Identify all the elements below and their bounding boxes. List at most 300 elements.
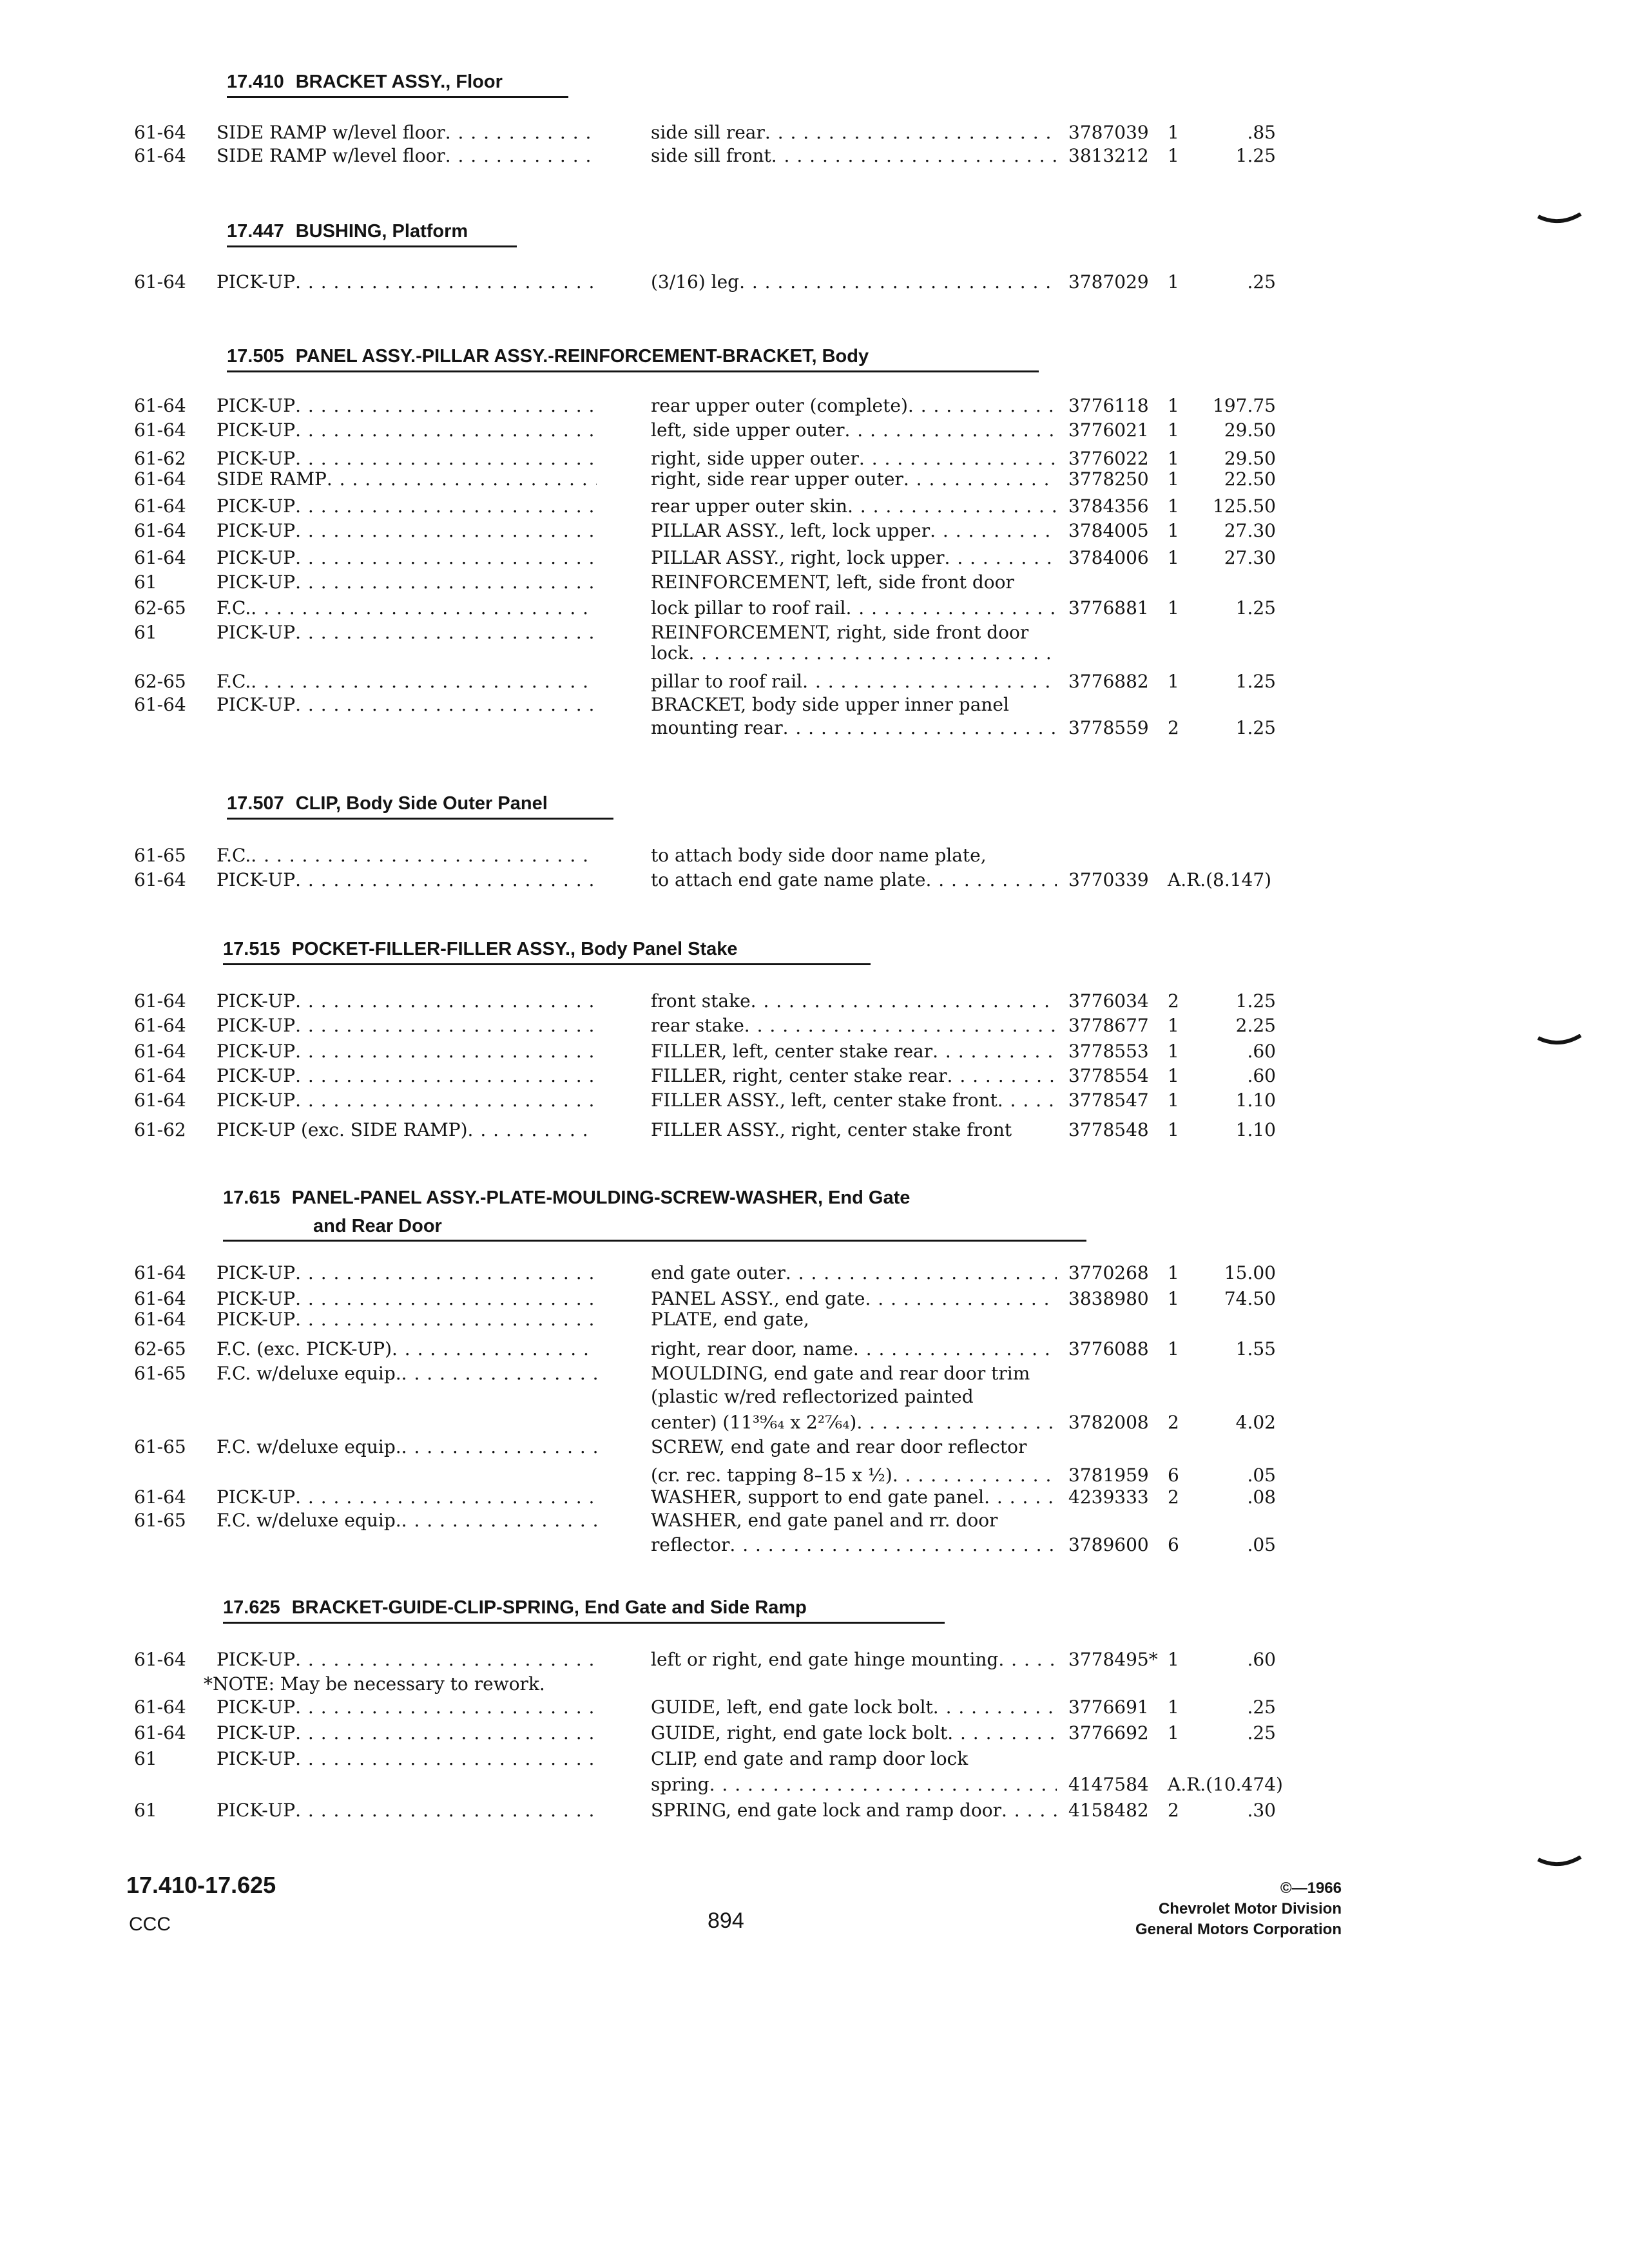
leader-dots (401, 1436, 597, 1459)
cell-model-text: F.C. (217, 845, 251, 866)
footer-code: CCC (129, 1914, 171, 1935)
cell-quantity: A.R.(10.474) (1168, 1774, 1283, 1795)
cell-price: 197.75 (1213, 395, 1276, 416)
cell-model-text: PICK-UP (217, 990, 296, 1012)
leader-dots (295, 1287, 597, 1311)
cell-year: 61-65 (134, 845, 186, 866)
cell-model-text: PICK-UP (217, 419, 296, 441)
cell-model (217, 693, 597, 716)
section-heading (227, 219, 468, 244)
cell-year: 62-65 (134, 1338, 186, 1360)
leader-dots (771, 144, 1057, 168)
leader-dots (295, 1262, 597, 1285)
cell-model-text: PICK-UP (217, 1262, 296, 1283)
leader-dots (688, 642, 1057, 665)
cell-quantity: 2 (1168, 1486, 1179, 1508)
cell-year: 61-64 (134, 1041, 186, 1062)
cell-price: .60 (1247, 1065, 1276, 1086)
cell-description (651, 519, 1057, 543)
cell-price: .05 (1247, 1465, 1276, 1486)
cell-description (651, 468, 1057, 491)
cell-model-text: F.C. w/deluxe equip. (217, 1510, 401, 1531)
cell-model (217, 447, 597, 470)
section-number: 17.410 (227, 72, 284, 92)
cell-quantity: 1 (1168, 122, 1179, 143)
cell-description-text: right, side upper outer (651, 448, 859, 469)
cell-description (651, 670, 1057, 693)
cell-part-number: 3776692 (1068, 1722, 1149, 1744)
cell-description (651, 1773, 1057, 1796)
cell-model (217, 1287, 597, 1311)
cell-part-number: 3787029 (1068, 271, 1149, 293)
edge-mark-3 (1537, 1856, 1582, 1869)
cell-description (651, 447, 1057, 470)
cell-model-text: PICK-UP (217, 395, 296, 416)
cell-model (217, 1486, 597, 1509)
cell-description (651, 546, 1057, 570)
leader-dots (401, 1362, 597, 1385)
cell-quantity: 1 (1168, 145, 1179, 166)
cell-model (217, 621, 597, 644)
section-number: 17.447 (227, 221, 284, 242)
cell-price: 74.50 (1224, 1288, 1276, 1309)
cell-part-number: 3776021 (1068, 419, 1149, 441)
cell-description: WASHER, end gate panel and rr. door (651, 1510, 998, 1531)
leader-dots (295, 1064, 597, 1088)
cell-description (651, 869, 1057, 892)
leader-dots (251, 670, 597, 693)
cell-description: SCREW, end gate and rear door reflector (651, 1436, 1027, 1457)
cell-year: 61 (134, 622, 157, 643)
cell-price: 22.50 (1224, 468, 1276, 490)
cell-quantity: 1 (1168, 1649, 1179, 1670)
cell-description-text: right, rear door, name (651, 1338, 853, 1360)
cell-description (651, 1411, 1057, 1434)
cell-description: CLIP, end gate and ramp door lock (651, 1748, 969, 1769)
cell-model-text: F.C. (217, 597, 251, 619)
cell-part-number: 3778559 (1068, 717, 1149, 738)
cell-description (651, 1338, 1057, 1361)
cell-quantity: 1 (1168, 1722, 1179, 1744)
leader-dots (908, 394, 1057, 418)
cell-part-number: 3776882 (1068, 671, 1149, 692)
leader-dots (945, 546, 1057, 570)
cell-year: 61-64 (134, 1486, 186, 1508)
section-title: PANEL ASSY.-PILLAR ASSY.-REINFORCEMENT-BRACKET, Body (295, 346, 869, 367)
cell-part-number: 3778677 (1068, 1015, 1149, 1036)
cell-description (651, 597, 1057, 620)
cell-year: 61-64 (134, 1065, 186, 1086)
cell-year: 61-64 (134, 1309, 186, 1330)
cell-model-text: PICK-UP (217, 495, 296, 517)
cell-price: 29.50 (1224, 448, 1276, 469)
cell-description-text: end gate outer (651, 1262, 786, 1283)
cell-description-text: WASHER, support to end gate panel (651, 1486, 985, 1508)
cell-description (651, 121, 1057, 144)
cell-description: to attach body side door name plate, (651, 845, 987, 866)
heading-underline (223, 963, 871, 965)
cell-quantity: 1 (1168, 395, 1179, 416)
cell-part-number: 3789600 (1068, 1534, 1149, 1555)
section-title: PANEL-PANEL ASSY.-PLATE-MOULDING-SCREW-WASHER, End Gate (291, 1187, 911, 1208)
cell-quantity: 1 (1168, 468, 1179, 490)
leader-dots (739, 271, 1057, 294)
cell-model-text: PICK-UP (217, 1041, 296, 1062)
cell-description-text: FILLER, right, center stake rear (651, 1065, 947, 1086)
cell-year: 61-62 (134, 1119, 186, 1140)
cell-part-number: 4158482 (1068, 1800, 1149, 1821)
cell-model (217, 271, 597, 294)
section-heading (227, 344, 869, 369)
cell-model (217, 546, 597, 570)
leader-dots (925, 869, 1057, 892)
cell-price: .25 (1247, 271, 1276, 293)
cell-part-number: 3778553 (1068, 1041, 1149, 1062)
leader-dots (744, 1014, 1057, 1037)
cell-part-number: 3776118 (1068, 395, 1149, 416)
copyright: ©—1966 (1280, 1879, 1342, 1897)
cell-model-text: F.C. (217, 671, 251, 692)
cell-model: *NOTE: May be necessary to rework. (204, 1673, 545, 1695)
cell-description-text: rear upper outer skin (651, 495, 847, 517)
cell-description-text: side sill rear (651, 122, 765, 143)
cell-description (651, 1089, 1057, 1112)
cell-price: 15.00 (1224, 1262, 1276, 1283)
leader-dots (392, 1338, 597, 1361)
cell-price: .60 (1247, 1649, 1276, 1670)
cell-description (651, 271, 1057, 294)
cell-description (651, 1464, 1057, 1487)
cell-price: 1.10 (1235, 1090, 1276, 1111)
cell-model-text: PICK-UP (217, 1696, 296, 1718)
heading-underline (227, 245, 517, 247)
section-number: 17.625 (223, 1597, 280, 1618)
cell-model (217, 419, 597, 442)
cell-model (217, 1064, 597, 1088)
cell-part-number: 3778495* (1068, 1649, 1158, 1670)
cell-description: (plastic w/red reflectorized painted (651, 1386, 974, 1407)
cell-description-text: rear upper outer (complete) (651, 395, 908, 416)
section-number: 17.505 (227, 346, 284, 367)
leader-dots (445, 121, 597, 144)
cell-model (217, 571, 597, 594)
cell-year: 61-64 (134, 419, 186, 441)
cell-model (217, 1436, 597, 1459)
leader-dots (751, 990, 1057, 1013)
leader-dots (765, 121, 1057, 144)
cell-part-number: 3776691 (1068, 1696, 1149, 1718)
corporation: General Motors Corporation (1135, 1921, 1342, 1938)
cell-year: 62-65 (134, 671, 186, 692)
cell-quantity: 1 (1168, 495, 1179, 517)
section-number: 17.507 (227, 793, 284, 814)
cell-part-number: 3776881 (1068, 597, 1149, 619)
cell-description-text: PILLAR ASSY., right, lock upper (651, 547, 945, 568)
cell-description: BRACKET, body side upper inner panel (651, 694, 1009, 715)
leader-dots (295, 519, 597, 543)
cell-description-text: mounting rear (651, 717, 783, 738)
cell-price: 4.02 (1235, 1412, 1276, 1433)
leader-dots (295, 394, 597, 418)
cell-model (217, 519, 597, 543)
cell-year: 61-64 (134, 520, 186, 541)
cell-model (217, 1308, 597, 1331)
cell-description (651, 419, 1057, 442)
cell-year: 61-64 (134, 1696, 186, 1718)
cell-quantity: 1 (1168, 1262, 1179, 1283)
cell-model-text: PICK-UP (217, 547, 296, 568)
cell-year: 61-64 (134, 1015, 186, 1036)
cell-description: REINFORCEMENT, left, side front door (651, 572, 1014, 593)
cell-description (651, 1262, 1057, 1285)
cell-description (651, 1064, 1057, 1088)
footer-range: 17.410-17.625 (126, 1872, 276, 1898)
leader-dots (295, 1747, 597, 1771)
cell-part-number: 3776034 (1068, 990, 1149, 1012)
cell-part-number: 3776022 (1068, 448, 1149, 469)
cell-price: .25 (1247, 1696, 1276, 1718)
cell-model-text: PICK-UP (217, 448, 296, 469)
leader-dots (998, 1089, 1057, 1112)
cell-description-text: left, side upper outer (651, 419, 845, 441)
cell-year: 61-65 (134, 1363, 186, 1384)
section-heading (223, 1595, 807, 1620)
cell-model-text: SIDE RAMP w/level floor (217, 122, 445, 143)
leader-dots (401, 1509, 597, 1532)
division: Chevrolet Motor Division (1158, 1900, 1342, 1917)
cell-part-number: 3778554 (1068, 1065, 1149, 1086)
cell-description-text: GUIDE, left, end gate lock bolt (651, 1696, 933, 1718)
heading-underline (223, 1622, 945, 1624)
cell-price: 1.25 (1235, 597, 1276, 619)
cell-year: 61-64 (134, 271, 186, 293)
cell-model (217, 1509, 597, 1532)
section-title: BRACKET ASSY., Floor (295, 72, 503, 92)
cell-quantity: 1 (1168, 1041, 1179, 1062)
cell-description (651, 642, 1057, 665)
cell-model (217, 1648, 597, 1671)
cell-year: 61-64 (134, 145, 186, 166)
leader-dots (859, 447, 1057, 470)
cell-quantity: 6 (1168, 1534, 1179, 1555)
cell-year: 61 (134, 1800, 157, 1821)
cell-description (651, 1799, 1057, 1822)
leader-dots (295, 447, 597, 470)
cell-model-text: PICK-UP (217, 1486, 296, 1508)
cell-description-text: front stake (651, 990, 751, 1012)
cell-year: 61-64 (134, 694, 186, 715)
leader-dots (295, 1799, 597, 1822)
cell-description (651, 144, 1057, 168)
section-title-continued: and Rear Door (313, 1216, 442, 1236)
cell-model (217, 1262, 597, 1285)
leader-dots (947, 1064, 1057, 1088)
cell-model-text: F.C. w/deluxe equip. (217, 1363, 401, 1384)
cell-part-number: 3782008 (1068, 1412, 1149, 1433)
section-number: 17.515 (223, 939, 280, 959)
leader-dots (786, 1262, 1057, 1285)
cell-year: 61-64 (134, 1649, 186, 1670)
heading-underline (227, 96, 568, 98)
leader-dots (933, 1696, 1057, 1719)
leader-dots (845, 419, 1057, 442)
cell-quantity: 6 (1168, 1465, 1179, 1486)
cell-price: .05 (1247, 1534, 1276, 1555)
cell-year: 61-64 (134, 1288, 186, 1309)
cell-model-text: PICK-UP (217, 1649, 296, 1670)
cell-price: 1.55 (1235, 1338, 1276, 1360)
cell-year: 61-64 (134, 468, 186, 490)
edge-mark-1 (1537, 213, 1582, 226)
leader-dots (856, 1411, 1057, 1434)
cell-description: MOULDING, end gate and rear door trim (651, 1363, 1030, 1384)
cell-model-text: PICK-UP (217, 1015, 296, 1036)
cell-model-text: PICK-UP (217, 520, 296, 541)
cell-price: .60 (1247, 1041, 1276, 1062)
cell-quantity: 1 (1168, 1015, 1179, 1036)
cell-description-text: (cr. rec. tapping 8–15 x ½) (651, 1465, 892, 1486)
cell-part-number: 3784006 (1068, 547, 1149, 568)
cell-description-text: lock (651, 642, 689, 664)
cell-description-text: spring (651, 1774, 709, 1795)
cell-year: 62-65 (134, 597, 186, 619)
cell-part-number: 4147584 (1068, 1774, 1149, 1795)
cell-year: 61 (134, 572, 157, 593)
leader-dots (295, 419, 597, 442)
cell-description-text: FILLER, left, center stake rear (651, 1041, 933, 1062)
leader-dots (295, 1722, 597, 1745)
cell-model (217, 1119, 597, 1142)
cell-model (217, 1040, 597, 1063)
edge-mark-2 (1537, 1034, 1582, 1047)
cell-model-text: PICK-UP (217, 271, 296, 293)
leader-dots (984, 1486, 1057, 1509)
cell-year: 61-65 (134, 1436, 186, 1457)
cell-quantity: 2 (1168, 1412, 1179, 1433)
cell-model (217, 144, 597, 168)
cell-description (651, 1696, 1057, 1719)
cell-model (217, 670, 597, 693)
leader-dots (729, 1533, 1057, 1557)
cell-description-text: pillar to roof rail (651, 671, 803, 692)
cell-quantity: 1 (1168, 1090, 1179, 1111)
leader-dots (932, 1040, 1057, 1063)
cell-description-text: (3/16) leg (651, 271, 740, 293)
leader-dots (853, 1338, 1057, 1361)
cell-description: FILLER ASSY., right, center stake front (651, 1119, 1012, 1140)
cell-description-text: FILLER ASSY., left, center stake front (651, 1090, 998, 1111)
cell-part-number: 3813212 (1068, 145, 1149, 166)
cell-model (217, 1747, 597, 1771)
cell-quantity: 1 (1168, 520, 1179, 541)
cell-quantity: 1 (1168, 1119, 1179, 1140)
cell-part-number: 3770339 (1068, 869, 1149, 890)
cell-description-text: left or right, end gate hinge mounting (651, 1649, 999, 1670)
section-heading (227, 791, 548, 816)
leader-dots (251, 597, 597, 620)
cell-price: .85 (1247, 122, 1276, 143)
cell-part-number: 3787039 (1068, 122, 1149, 143)
leader-dots (251, 844, 597, 867)
cell-model-text: PICK-UP (217, 622, 296, 643)
cell-year: 61-64 (134, 990, 186, 1012)
leader-dots (295, 1486, 597, 1509)
cell-price: .08 (1247, 1486, 1276, 1508)
cell-quantity: 1 (1168, 1338, 1179, 1360)
section-number: 17.615 (223, 1187, 280, 1208)
leader-dots (998, 1648, 1057, 1671)
cell-year: 61-64 (134, 395, 186, 416)
cell-price: 1.25 (1235, 145, 1276, 166)
cell-quantity: 1 (1168, 1288, 1179, 1309)
leader-dots (846, 597, 1057, 620)
cell-description (651, 1014, 1057, 1037)
cell-year: 61-65 (134, 1510, 186, 1531)
cell-description (651, 1533, 1057, 1557)
section-heading (227, 70, 503, 94)
cell-quantity: 1 (1168, 271, 1179, 293)
leader-dots (947, 1722, 1057, 1745)
cell-model-text: PICK-UP (exc. SIDE RAMP) (217, 1119, 468, 1140)
cell-year: 61-64 (134, 1262, 186, 1283)
leader-dots (295, 546, 597, 570)
leader-dots (295, 495, 597, 518)
cell-quantity: 2 (1168, 1800, 1179, 1821)
cell-model-text: PICK-UP (217, 572, 296, 593)
cell-description (651, 1040, 1057, 1063)
section-title: POCKET-FILLER-FILLER ASSY., Body Panel Stake (291, 939, 738, 959)
cell-description-text: PILLAR ASSY., left, lock upper (651, 520, 930, 541)
leader-dots (295, 1040, 597, 1063)
cell-description (651, 495, 1057, 518)
cell-part-number: 4239333 (1068, 1486, 1149, 1508)
cell-year: 61-64 (134, 122, 186, 143)
section-title: BUSHING, Platform (295, 221, 468, 242)
cell-model-text: SIDE RAMP (217, 468, 327, 490)
cell-part-number: 3778250 (1068, 468, 1149, 490)
cell-description (651, 394, 1057, 418)
cell-description: PLATE, end gate, (651, 1309, 809, 1330)
leader-dots (295, 1089, 597, 1112)
leader-dots (783, 716, 1057, 740)
cell-price: 125.50 (1213, 495, 1276, 517)
leader-dots (295, 693, 597, 716)
leader-dots (865, 1287, 1057, 1311)
cell-year: 61-62 (134, 448, 186, 469)
cell-quantity: A.R.(8.147) (1168, 869, 1272, 890)
cell-price: 27.30 (1224, 547, 1276, 568)
cell-model (217, 1089, 597, 1112)
leader-dots (295, 1696, 597, 1719)
cell-price: 1.25 (1235, 717, 1276, 738)
cell-model (217, 468, 597, 491)
cell-price: .25 (1247, 1722, 1276, 1744)
cell-description-text: center) (11³⁹⁄₆₄ x 2²⁷⁄₆₄) (651, 1412, 857, 1433)
cell-part-number: 3778548 (1068, 1119, 1149, 1140)
leader-dots (295, 1014, 597, 1037)
cell-model-text: F.C. (exc. PICK-UP) (217, 1338, 392, 1360)
cell-year: 61-64 (134, 495, 186, 517)
page-number: 894 (708, 1908, 744, 1933)
cell-model (217, 1799, 597, 1822)
leader-dots (930, 519, 1057, 543)
cell-model (217, 990, 597, 1013)
cell-description-text: side sill front (651, 145, 771, 166)
cell-part-number: 3784005 (1068, 520, 1149, 541)
cell-quantity: 1 (1168, 1696, 1179, 1718)
cell-description-text: reflector (651, 1534, 730, 1555)
cell-year: 61 (134, 1748, 157, 1769)
